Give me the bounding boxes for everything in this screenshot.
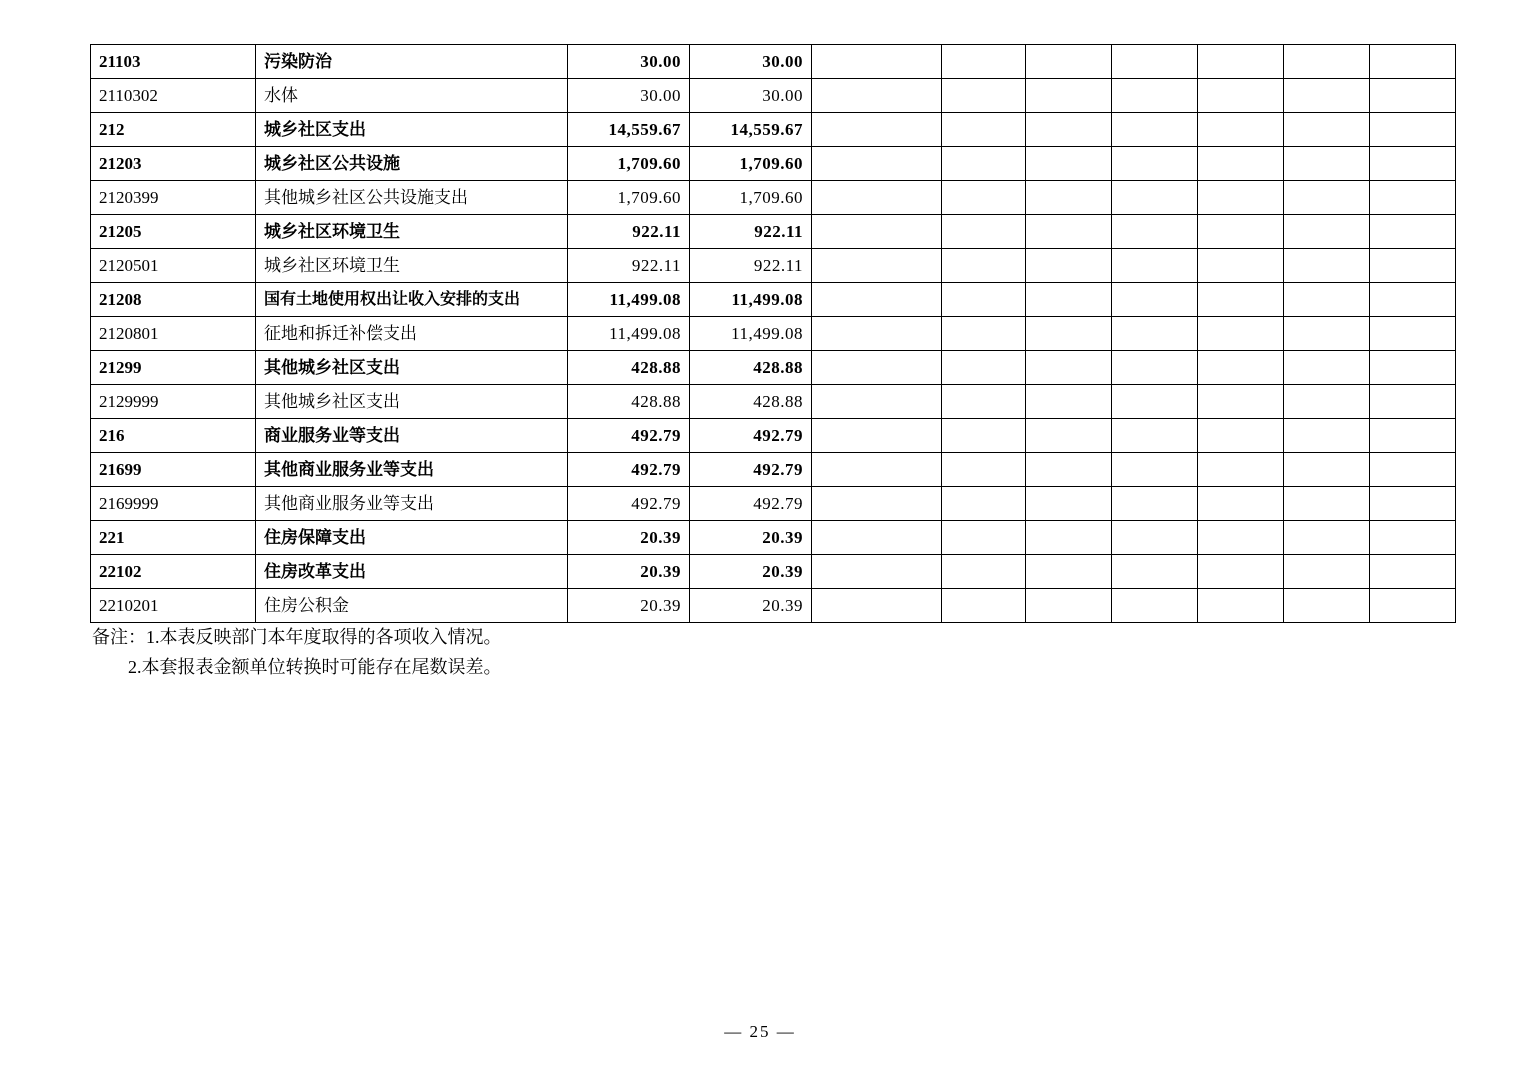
cell-blank xyxy=(812,283,942,317)
cell-amount2: 922.11 xyxy=(690,249,812,283)
cell-amount2: 30.00 xyxy=(690,79,812,113)
cell-code: 2169999 xyxy=(91,487,256,521)
cell-amount2: 492.79 xyxy=(690,419,812,453)
cell-amount1: 1,709.60 xyxy=(568,181,690,215)
cell-amount2: 20.39 xyxy=(690,589,812,623)
cell-blank xyxy=(1112,147,1198,181)
cell-code: 21203 xyxy=(91,147,256,181)
cell-code: 21205 xyxy=(91,215,256,249)
cell-blank xyxy=(942,45,1026,79)
cell-blank xyxy=(1284,589,1370,623)
cell-blank xyxy=(1026,487,1112,521)
cell-blank xyxy=(942,317,1026,351)
cell-blank xyxy=(1026,555,1112,589)
cell-amount1: 20.39 xyxy=(568,589,690,623)
cell-blank xyxy=(812,521,942,555)
cell-blank xyxy=(812,385,942,419)
cell-code: 22102 xyxy=(91,555,256,589)
table-row xyxy=(91,181,1456,215)
table-row xyxy=(91,215,1456,249)
cell-blank xyxy=(1370,555,1456,589)
cell-amount1: 492.79 xyxy=(568,487,690,521)
cell-blank xyxy=(942,589,1026,623)
cell-blank xyxy=(1198,453,1284,487)
cell-name: 国有土地使用权出让收入安排的支出 xyxy=(256,283,568,317)
cell-amount1: 492.79 xyxy=(568,453,690,487)
cell-blank xyxy=(812,589,942,623)
cell-amount2: 1,709.60 xyxy=(690,147,812,181)
cell-amount2: 14,559.67 xyxy=(690,113,812,147)
cell-blank xyxy=(1370,79,1456,113)
cell-blank xyxy=(1370,385,1456,419)
cell-code: 2120801 xyxy=(91,317,256,351)
cell-name: 其他城乡社区支出 xyxy=(256,385,568,419)
cell-blank xyxy=(1026,521,1112,555)
cell-blank xyxy=(1198,113,1284,147)
cell-amount2: 492.79 xyxy=(690,453,812,487)
cell-blank xyxy=(812,249,942,283)
cell-name: 住房改革支出 xyxy=(256,555,568,589)
cell-amount2: 492.79 xyxy=(690,487,812,521)
cell-blank xyxy=(1112,419,1198,453)
cell-blank xyxy=(1284,215,1370,249)
cell-name: 住房保障支出 xyxy=(256,521,568,555)
page-number: — 25 — xyxy=(724,1022,796,1041)
cell-blank xyxy=(942,351,1026,385)
cell-blank xyxy=(1370,45,1456,79)
cell-blank xyxy=(1284,521,1370,555)
cell-blank xyxy=(1370,147,1456,181)
cell-blank xyxy=(1284,487,1370,521)
cell-code: 21299 xyxy=(91,351,256,385)
cell-blank xyxy=(1026,385,1112,419)
cell-blank xyxy=(1112,249,1198,283)
cell-blank xyxy=(1198,317,1284,351)
cell-blank xyxy=(1284,351,1370,385)
cell-blank xyxy=(1284,181,1370,215)
cell-blank xyxy=(1284,419,1370,453)
cell-blank xyxy=(1284,453,1370,487)
cell-blank xyxy=(1284,113,1370,147)
cell-blank xyxy=(1370,453,1456,487)
cell-blank xyxy=(1198,79,1284,113)
cell-blank xyxy=(1370,351,1456,385)
cell-amount1: 11,499.08 xyxy=(568,283,690,317)
cell-code: 21103 xyxy=(91,45,256,79)
cell-blank xyxy=(1370,283,1456,317)
cell-blank xyxy=(1198,419,1284,453)
cell-amount2: 428.88 xyxy=(690,351,812,385)
cell-amount1: 30.00 xyxy=(568,45,690,79)
cell-blank xyxy=(942,521,1026,555)
cell-blank xyxy=(1026,453,1112,487)
cell-blank xyxy=(1198,487,1284,521)
cell-blank xyxy=(812,317,942,351)
table-row xyxy=(91,351,1456,385)
cell-blank xyxy=(1026,215,1112,249)
cell-blank xyxy=(812,351,942,385)
cell-amount2: 11,499.08 xyxy=(690,317,812,351)
cell-blank xyxy=(1284,45,1370,79)
cell-name: 城乡社区支出 xyxy=(256,113,568,147)
note-line-1: 备注：1.本表反映部门本年度取得的各项收入情况。 xyxy=(92,627,502,647)
cell-blank xyxy=(1112,385,1198,419)
cell-blank xyxy=(1112,317,1198,351)
cell-amount2: 922.11 xyxy=(690,215,812,249)
cell-blank xyxy=(1198,147,1284,181)
cell-code: 212 xyxy=(91,113,256,147)
cell-blank xyxy=(1284,147,1370,181)
cell-blank xyxy=(1198,385,1284,419)
cell-blank xyxy=(812,181,942,215)
table-row xyxy=(91,317,1456,351)
cell-blank xyxy=(1112,487,1198,521)
cell-name: 城乡社区公共设施 xyxy=(256,147,568,181)
note-line-2: 2.本套报表金额单位转换时可能存在尾数误差。 xyxy=(128,657,502,677)
cell-blank xyxy=(1112,113,1198,147)
table-row xyxy=(91,419,1456,453)
cell-blank xyxy=(1370,215,1456,249)
table-row xyxy=(91,113,1456,147)
cell-blank xyxy=(812,555,942,589)
cell-blank xyxy=(1370,113,1456,147)
cell-blank xyxy=(942,249,1026,283)
cell-blank xyxy=(942,113,1026,147)
cell-amount1: 922.11 xyxy=(568,249,690,283)
cell-blank xyxy=(1026,45,1112,79)
table-row xyxy=(91,283,1456,317)
table-row xyxy=(91,589,1456,623)
cell-blank xyxy=(1284,249,1370,283)
cell-blank xyxy=(1112,79,1198,113)
cell-blank xyxy=(1198,215,1284,249)
cell-blank xyxy=(812,487,942,521)
cell-blank xyxy=(1026,283,1112,317)
cell-blank xyxy=(1370,589,1456,623)
cell-blank xyxy=(1284,385,1370,419)
cell-blank xyxy=(1112,283,1198,317)
table-row xyxy=(91,45,1456,79)
cell-name: 其他城乡社区支出 xyxy=(256,351,568,385)
cell-blank xyxy=(1284,283,1370,317)
cell-code: 2110302 xyxy=(91,79,256,113)
cell-code: 21208 xyxy=(91,283,256,317)
cell-amount1: 492.79 xyxy=(568,419,690,453)
cell-blank xyxy=(1370,419,1456,453)
cell-blank xyxy=(1026,249,1112,283)
table-row xyxy=(91,385,1456,419)
table-row xyxy=(91,487,1456,521)
cell-name: 污染防治 xyxy=(256,45,568,79)
cell-blank xyxy=(1198,555,1284,589)
table-row xyxy=(91,521,1456,555)
cell-code: 2210201 xyxy=(91,589,256,623)
cell-amount1: 30.00 xyxy=(568,79,690,113)
cell-code: 2120501 xyxy=(91,249,256,283)
cell-amount1: 428.88 xyxy=(568,351,690,385)
cell-name: 征地和拆迁补偿支出 xyxy=(256,317,568,351)
cell-blank xyxy=(1370,521,1456,555)
table-row xyxy=(91,555,1456,589)
cell-code: 2129999 xyxy=(91,385,256,419)
cell-blank xyxy=(812,79,942,113)
cell-name: 其他商业服务业等支出 xyxy=(256,453,568,487)
cell-blank xyxy=(1112,45,1198,79)
table-row xyxy=(91,147,1456,181)
cell-blank xyxy=(942,215,1026,249)
cell-blank xyxy=(1112,521,1198,555)
cell-amount1: 428.88 xyxy=(568,385,690,419)
cell-blank xyxy=(1284,79,1370,113)
cell-amount1: 20.39 xyxy=(568,521,690,555)
cell-blank xyxy=(942,79,1026,113)
cell-blank xyxy=(812,45,942,79)
cell-blank xyxy=(1026,181,1112,215)
cell-blank xyxy=(942,283,1026,317)
table-row xyxy=(91,249,1456,283)
cell-name: 商业服务业等支出 xyxy=(256,419,568,453)
cell-amount2: 428.88 xyxy=(690,385,812,419)
cell-blank xyxy=(1198,351,1284,385)
cell-blank xyxy=(1284,317,1370,351)
cell-name: 其他商业服务业等支出 xyxy=(256,487,568,521)
cell-name: 住房公积金 xyxy=(256,589,568,623)
cell-blank xyxy=(1112,555,1198,589)
cell-amount1: 922.11 xyxy=(568,215,690,249)
cell-amount2: 20.39 xyxy=(690,555,812,589)
cell-blank xyxy=(1198,589,1284,623)
cell-amount2: 11,499.08 xyxy=(690,283,812,317)
cell-blank xyxy=(1370,317,1456,351)
cell-amount1: 1,709.60 xyxy=(568,147,690,181)
cell-blank xyxy=(1026,79,1112,113)
cell-blank xyxy=(1370,249,1456,283)
cell-amount2: 30.00 xyxy=(690,45,812,79)
cell-blank xyxy=(1112,181,1198,215)
cell-blank xyxy=(942,419,1026,453)
cell-amount2: 20.39 xyxy=(690,521,812,555)
cell-blank xyxy=(812,453,942,487)
cell-blank xyxy=(1198,181,1284,215)
cell-amount1: 20.39 xyxy=(568,555,690,589)
cell-blank xyxy=(1198,521,1284,555)
cell-blank xyxy=(942,555,1026,589)
cell-blank xyxy=(1198,45,1284,79)
cell-code: 216 xyxy=(91,419,256,453)
cell-blank xyxy=(1370,487,1456,521)
table-notes xyxy=(92,622,502,682)
budget-expenditure-table xyxy=(90,44,1456,623)
cell-blank xyxy=(1198,283,1284,317)
cell-code: 2120399 xyxy=(91,181,256,215)
cell-blank xyxy=(1026,351,1112,385)
table-row xyxy=(91,79,1456,113)
cell-blank xyxy=(1370,181,1456,215)
cell-blank xyxy=(942,181,1026,215)
cell-blank xyxy=(1026,419,1112,453)
cell-blank xyxy=(1112,589,1198,623)
cell-name: 其他城乡社区公共设施支出 xyxy=(256,181,568,215)
cell-blank xyxy=(1026,317,1112,351)
cell-blank xyxy=(942,487,1026,521)
cell-amount1: 14,559.67 xyxy=(568,113,690,147)
cell-blank xyxy=(812,147,942,181)
cell-amount1: 11,499.08 xyxy=(568,317,690,351)
cell-blank xyxy=(812,215,942,249)
cell-name: 城乡社区环境卫生 xyxy=(256,215,568,249)
table-body xyxy=(91,45,1456,623)
cell-amount2: 1,709.60 xyxy=(690,181,812,215)
cell-blank xyxy=(1198,249,1284,283)
cell-code: 21699 xyxy=(91,453,256,487)
cell-blank xyxy=(942,147,1026,181)
cell-blank xyxy=(812,113,942,147)
cell-blank xyxy=(1112,215,1198,249)
cell-name: 城乡社区环境卫生 xyxy=(256,249,568,283)
cell-blank xyxy=(942,453,1026,487)
cell-code: 221 xyxy=(91,521,256,555)
cell-blank xyxy=(1284,555,1370,589)
cell-blank xyxy=(942,385,1026,419)
cell-blank xyxy=(1026,589,1112,623)
cell-blank xyxy=(1026,113,1112,147)
cell-blank xyxy=(1112,453,1198,487)
cell-name: 水体 xyxy=(256,79,568,113)
cell-blank xyxy=(1112,351,1198,385)
table-row xyxy=(91,453,1456,487)
cell-blank xyxy=(1026,147,1112,181)
cell-blank xyxy=(812,419,942,453)
